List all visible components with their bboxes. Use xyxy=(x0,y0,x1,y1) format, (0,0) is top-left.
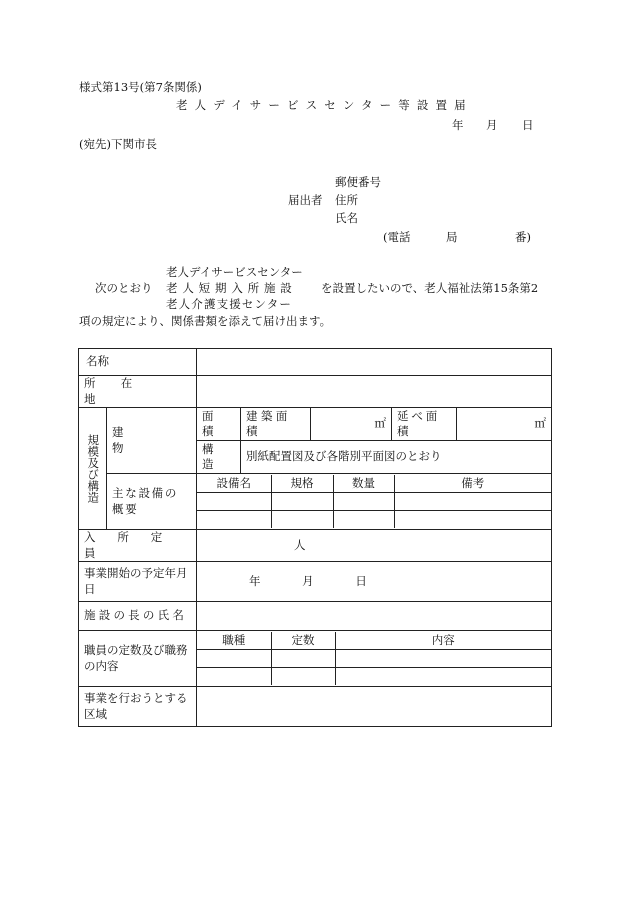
addressee: (宛先)下関市長 xyxy=(79,137,157,151)
equipment-cell[interactable] xyxy=(333,511,394,529)
location-row-label: 所在地 xyxy=(79,376,197,408)
floor-area-field[interactable]: ㎡ xyxy=(457,408,552,441)
director-label: 施設の長の氏名 xyxy=(79,602,197,631)
location-field[interactable] xyxy=(197,376,552,408)
staff-header-content: 内容 xyxy=(335,632,551,650)
facility-type-2: 老人短期入所施設 xyxy=(166,281,297,295)
staff-cell[interactable] xyxy=(271,668,335,686)
equipment-cell[interactable] xyxy=(197,511,271,529)
building-area-field[interactable]: ㎡ xyxy=(311,408,392,441)
building-area-label: 建築面積 xyxy=(241,408,311,441)
date-month-label: 月 xyxy=(486,118,498,132)
body-prefix: 次のとおり xyxy=(95,281,153,295)
staff-label: 職員の定数及び職務の内容 xyxy=(79,631,197,687)
equipment-header-name: 設備名 xyxy=(197,475,271,493)
date-year-label: 年 xyxy=(452,118,464,132)
equipment-cell[interactable] xyxy=(394,493,551,511)
phone-label: (電話 xyxy=(383,230,411,244)
equipment-subtable-cell xyxy=(197,474,552,530)
document-title: 老人デイサービスセンター等設置届 xyxy=(176,98,473,112)
structure-group-label: 規模及び構造 xyxy=(79,408,107,530)
equipment-cell[interactable] xyxy=(333,493,394,511)
name-field[interactable] xyxy=(197,349,552,376)
facility-form-table xyxy=(78,348,552,727)
director-field[interactable] xyxy=(197,602,552,631)
name-row-label: 名称 xyxy=(79,349,197,376)
capacity-field[interactable]: 人 xyxy=(197,530,552,562)
construction-label: 構造 xyxy=(197,441,241,474)
name-label: 氏名 xyxy=(335,211,358,225)
staff-subtable-cell xyxy=(197,631,552,687)
capacity-label: 入所定員 xyxy=(79,530,197,562)
equipment-subtable xyxy=(197,475,551,528)
body-suffix: を設置したいので、老人福祉法第15条第2 xyxy=(321,281,539,295)
equipment-header-spec: 規格 xyxy=(271,475,333,493)
form-number: 様式第13号(第7条関係) xyxy=(79,80,202,94)
facility-type-3: 老人介護支援センター xyxy=(166,297,293,311)
phone-exchange-label: 局 xyxy=(446,230,458,244)
region-label: 事業を行おうとする区域 xyxy=(79,687,197,727)
area-label: 面積 xyxy=(197,408,241,441)
staff-header-type: 職種 xyxy=(197,632,271,650)
postal-code-label: 郵便番号 xyxy=(335,175,381,189)
start-date-field[interactable]: 年 月 日 xyxy=(197,562,552,602)
construction-field[interactable]: 別紙配置図及び各階別平面図のとおり xyxy=(241,441,552,474)
staff-cell[interactable] xyxy=(335,668,551,686)
floor-area-label: 延べ面積 xyxy=(392,408,457,441)
submitter-label: 届出者 xyxy=(288,193,323,207)
equipment-header-remarks: 備考 xyxy=(394,475,551,493)
equipment-cell[interactable] xyxy=(271,493,333,511)
equipment-label: 主な設備の概要 xyxy=(107,474,197,530)
equipment-header-quantity: 数量 xyxy=(333,475,394,493)
staff-cell[interactable] xyxy=(197,650,271,668)
staff-subtable xyxy=(197,632,551,685)
equipment-cell[interactable] xyxy=(271,511,333,529)
facility-type-1: 老人デイサービスセンター xyxy=(166,265,303,279)
equipment-cell[interactable] xyxy=(197,493,271,511)
staff-cell[interactable] xyxy=(197,668,271,686)
start-date-label: 事業開始の予定年月日 xyxy=(79,562,197,602)
equipment-cell[interactable] xyxy=(394,511,551,529)
staff-header-count: 定数 xyxy=(271,632,335,650)
date-day-label: 日 xyxy=(522,118,534,132)
region-field[interactable] xyxy=(197,687,552,727)
building-label: 建物 xyxy=(107,408,197,474)
phone-number-label: 番) xyxy=(515,230,531,244)
body-line-2: 項の規定により、関係書類を添えて届け出ます。 xyxy=(79,314,332,328)
address-label: 住所 xyxy=(335,193,358,207)
staff-cell[interactable] xyxy=(335,650,551,668)
staff-cell[interactable] xyxy=(271,650,335,668)
